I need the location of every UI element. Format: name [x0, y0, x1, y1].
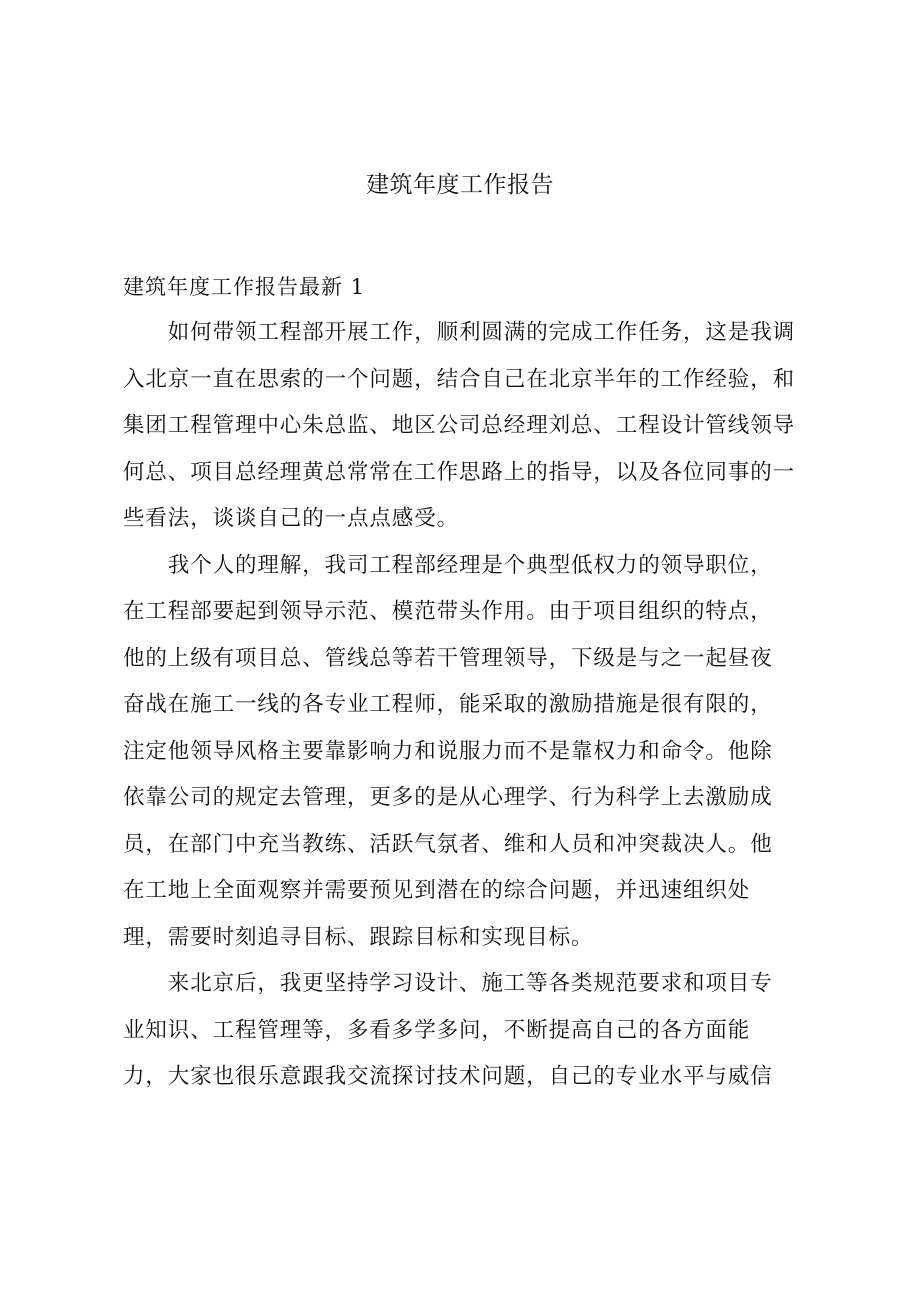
text-line: 我个人的理解，我司工程部经理是个典型低权力的领导职位， [123, 552, 773, 578]
text-line: 如何带领工程部开展工作，顺利圆满的完成工作任务，这是我调 [123, 320, 796, 345]
paragraph-1 [123, 318, 823, 551]
text-line: 业知识、工程管理等，多看多学多问，不断提高自己的各方面能 [123, 1017, 751, 1043]
text-line: 在工程部要起到领导示范、模范带头作用。由于项目组织的特点， [123, 599, 773, 624]
document-title: 建筑年度工作报告 [366, 172, 554, 198]
text-line: 员，在部门中充当教练、活跃气氛者、维和人员和冲突裁决人。他 [123, 831, 773, 857]
text-line: 依靠公司的规定去管理，更多的是从心理学、行为科学上去激励成 [123, 785, 773, 810]
text-line: 来北京后，我更坚持学习设计、施工等各类规范要求和项目专 [123, 971, 773, 996]
text-line: 奋战在施工一线的各专业工程师，能采取的激励措施是很有限的， [123, 692, 773, 717]
text-line: 何总、项目总经理黄总常常在工作思路上的指导，以及各位同事的一 [123, 459, 796, 485]
text-line: 集团工程管理中心朱总监、地区公司总经理刘总、工程设计管线领导 [123, 413, 796, 438]
document-body [123, 318, 823, 1109]
paragraph-2 [123, 551, 823, 970]
text-line: 理，需要时刻追寻目标、跟踪目标和实现目标。 [123, 924, 594, 950]
text-line: 些看法，谈谈自己的一点点感受。 [123, 506, 460, 531]
text-line: 入北京一直在思索的一个问题，结合自己在北京半年的工作经验，和 [123, 366, 796, 392]
text-line: 注定他领导风格主要靠影响力和说服力而不是靠权力和命令。他除 [123, 738, 773, 764]
text-line: 力，大家也很乐意跟我交流探讨技术问题，自己的专业水平与威信 [123, 1064, 773, 1089]
paragraph-3 [123, 969, 823, 1109]
text-line: 在工地上全面观察并需要预见到潜在的综合问题，并迅速组织处 [123, 878, 751, 903]
section-heading: 建筑年度工作报告最新 1 [123, 275, 366, 299]
text-line: 他的上级有项目总、管线总等若干管理领导，下级是与之一起昼夜 [123, 645, 773, 671]
